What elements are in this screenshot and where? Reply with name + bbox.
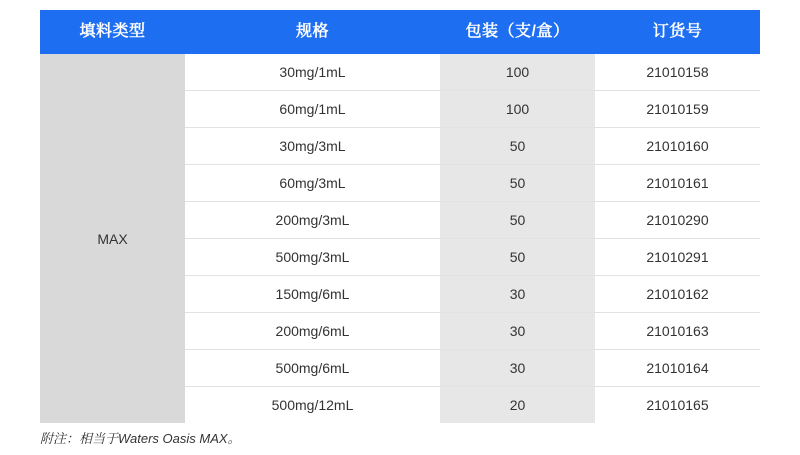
cell-order-number: 21010159 — [595, 91, 760, 128]
cell-order-number: 21010290 — [595, 202, 760, 239]
cell-specification: 500mg/12mL — [185, 387, 440, 424]
cell-order-number: 21010158 — [595, 54, 760, 91]
table-footnote: 附注：相当于Waters Oasis MAX。 — [40, 431, 241, 446]
header-filler-type: 填料类型 — [40, 10, 185, 54]
cell-order-number: 21010163 — [595, 313, 760, 350]
cell-specification: 200mg/3mL — [185, 202, 440, 239]
cell-specification: 200mg/6mL — [185, 313, 440, 350]
cell-packaging: 30 — [440, 276, 595, 313]
cell-order-number: 21010291 — [595, 239, 760, 276]
cell-packaging: 100 — [440, 54, 595, 91]
cell-packaging: 50 — [440, 128, 595, 165]
cell-packaging: 30 — [440, 350, 595, 387]
cell-specification: 500mg/3mL — [185, 239, 440, 276]
cell-order-number: 21010161 — [595, 165, 760, 202]
cell-packaging: 100 — [440, 91, 595, 128]
cell-packaging: 30 — [440, 313, 595, 350]
cell-packaging: 50 — [440, 239, 595, 276]
cell-specification: 150mg/6mL — [185, 276, 440, 313]
cell-packaging: 20 — [440, 387, 595, 424]
product-specification-table — [40, 10, 760, 423]
table-header — [40, 10, 760, 54]
cell-specification: 30mg/3mL — [185, 128, 440, 165]
cell-filler-type: MAX — [40, 54, 185, 423]
header-specification: 规格 — [185, 10, 440, 54]
table-body — [40, 54, 760, 423]
cell-specification: 30mg/1mL — [185, 54, 440, 91]
header-order-number: 订货号 — [595, 10, 760, 54]
spec-table-container — [40, 10, 760, 423]
cell-order-number: 21010162 — [595, 276, 760, 313]
cell-order-number: 21010160 — [595, 128, 760, 165]
cell-order-number: 21010165 — [595, 387, 760, 424]
table-header-row — [40, 10, 760, 54]
cell-order-number: 21010164 — [595, 350, 760, 387]
cell-specification: 500mg/6mL — [185, 350, 440, 387]
cell-packaging: 50 — [440, 202, 595, 239]
cell-specification: 60mg/1mL — [185, 91, 440, 128]
cell-packaging: 50 — [440, 165, 595, 202]
header-packaging: 包装（支/盒） — [440, 10, 595, 54]
table-row — [40, 54, 760, 91]
cell-specification: 60mg/3mL — [185, 165, 440, 202]
